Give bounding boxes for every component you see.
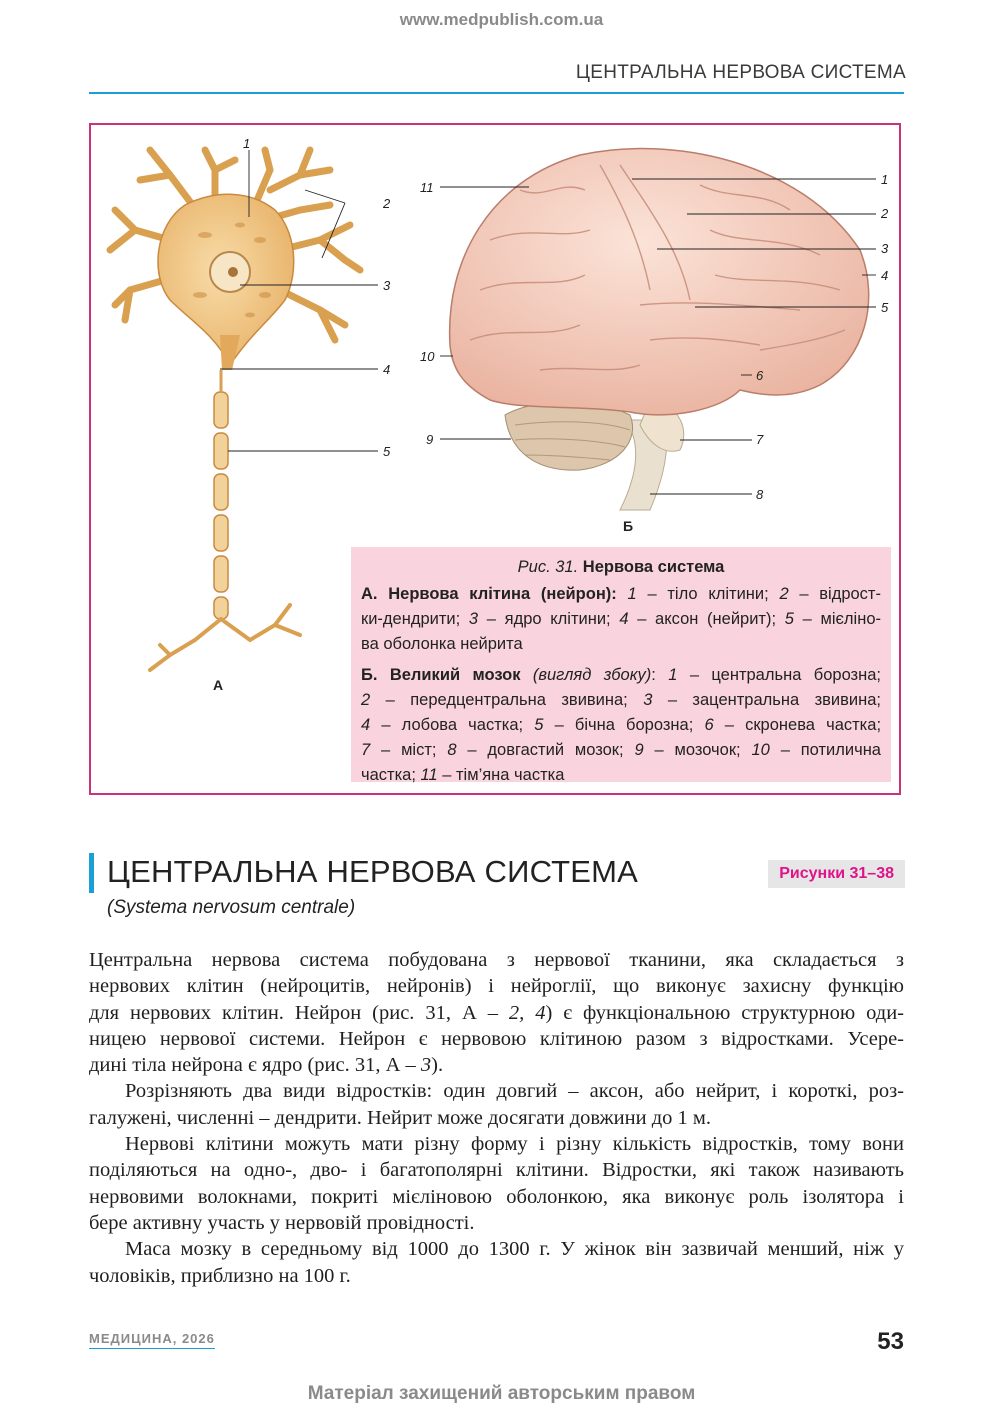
text-run: 5: [784, 610, 794, 628]
panel-letter-a: А: [213, 677, 224, 693]
caption-figure-number: Рис. 31.: [517, 558, 579, 576]
text-run: – потилична: [769, 741, 881, 759]
caption-title: [361, 555, 881, 580]
text-run: Маса мозку в середньому від 1000 до 1300 г. У жінок він зазвичай менший, ніж у: [125, 1238, 904, 1261]
body-line: [89, 1236, 904, 1262]
text-run: 2, 4: [508, 1001, 546, 1024]
brain-label: 9: [426, 432, 434, 447]
caption-part-b: [361, 663, 881, 788]
neuron-label: 5: [383, 444, 391, 459]
text-run: 2: [779, 585, 789, 603]
text-run: Розрізняють два види відростків: один довгий – аксон, або нейрит, і короткі, роз-: [125, 1080, 904, 1103]
text-run: 5: [534, 716, 544, 734]
caption-line: [361, 632, 881, 657]
body-line: [89, 1000, 904, 1026]
brain-cerebrum: [450, 149, 869, 415]
text-run: 4: [361, 716, 371, 734]
brain-label: 11: [420, 180, 434, 195]
caption-line: [361, 738, 881, 763]
text-run: – мієліно-: [793, 610, 881, 628]
brain-label: 8: [756, 487, 764, 502]
text-run: 7: [361, 741, 371, 759]
text-run: – передцентральна звивина;: [370, 691, 644, 709]
caption-figure-title: Нервова система: [582, 558, 725, 576]
text-run: 3: [420, 1054, 432, 1077]
text-run: – центральна борозна;: [677, 666, 881, 684]
text-run: частка;: [361, 766, 421, 784]
neuron-nucleolus: [228, 267, 238, 277]
text-run: – мозочок;: [643, 741, 752, 759]
body-line: [89, 1078, 904, 1104]
body-line: [89, 1105, 904, 1131]
body-line: [89, 1184, 904, 1210]
neuron-myelin-sheath: [214, 392, 228, 619]
page-number: 53: [877, 1328, 904, 1355]
body-line: [89, 1157, 904, 1183]
text-run: [617, 585, 628, 603]
body-text: [89, 947, 904, 1289]
brain-label: 3: [881, 241, 889, 256]
text-run: 1: [627, 585, 637, 603]
body-line: [89, 973, 904, 999]
text-run: Нервові клітини можуть мати різну форму і різну кількість відростків, тому вони: [125, 1133, 904, 1156]
text-run: [520, 666, 532, 684]
text-run: – тім’яна частка: [437, 766, 565, 784]
text-run: 3: [468, 610, 479, 628]
neuron-label: 3: [383, 278, 391, 293]
site-url[interactable]: www.medpublish.com.ua: [399, 10, 604, 29]
text-run: – тіло клітини;: [636, 585, 780, 603]
copyright-notice: Матеріал захищений авторським правом: [307, 1383, 696, 1404]
body-line: [89, 1263, 904, 1289]
neuron-label: 2: [383, 196, 391, 211]
brain-label: 2: [881, 206, 889, 221]
text-run: 1: [668, 666, 678, 684]
brain-label: 6: [756, 368, 764, 383]
panel-letter-b: Б: [623, 518, 634, 534]
caption-line: [361, 763, 881, 788]
text-run: ва оболонка нейрита: [361, 635, 523, 653]
text-run: 9: [634, 741, 644, 759]
section-accent-bar: [89, 853, 94, 893]
text-run: (вигляд збоку): [532, 666, 652, 684]
brain-label: 1: [881, 172, 889, 187]
caption-part-a: [361, 582, 881, 657]
body-line: [89, 947, 904, 973]
text-run: поділяються на одно-, дво- і багатополярні клітини. Відростки, які також називають: [89, 1159, 904, 1182]
text-run: нервовими волокнами, покриті мієліновою оболонкою, яка виконує роль ізолятора і: [89, 1185, 904, 1208]
text-run: – лобова частка;: [370, 716, 535, 734]
section-title: ЦЕНТРАЛЬНА НЕРВОВА СИСТЕМА: [107, 854, 639, 889]
brain-label: 5: [881, 300, 889, 315]
text-run: А. Нервова клітина (нейрон):: [361, 585, 617, 603]
text-run: ) є функціональною структурною оди-: [545, 1001, 904, 1024]
text-run: 4: [619, 610, 629, 628]
brain-label: 4: [881, 268, 889, 283]
text-run: 8: [447, 741, 457, 759]
text-run: 6: [704, 716, 714, 734]
text-run: ).: [431, 1054, 444, 1077]
text-run: – міст;: [370, 741, 448, 759]
text-run: – скронева частка;: [713, 716, 882, 734]
neuron-label: 4: [383, 362, 391, 377]
body-line: [89, 1210, 904, 1236]
text-run: нервових клітин (нейроцитів, нейронів) і нейроглії, що виконує захисну функцію: [89, 975, 904, 998]
text-run: чоловіків, приблизно на 100 г.: [89, 1264, 351, 1287]
brain-illustration: [420, 149, 889, 534]
text-run: :: [651, 666, 669, 684]
text-run: ки-дендрити;: [361, 610, 469, 628]
text-run: – довгастий мозок;: [456, 741, 635, 759]
text-run: 11: [420, 766, 438, 784]
text-run: Б. Великий мозок: [361, 666, 521, 684]
figures-reference-badge[interactable]: Рисунки 31–38: [768, 860, 905, 888]
text-run: 2: [361, 691, 371, 709]
text-run: бере активну участь у нервовій провідності.: [89, 1211, 475, 1234]
text-run: – ядро клітини;: [478, 610, 620, 628]
body-line: [89, 1026, 904, 1052]
caption-line: [361, 582, 881, 607]
brain-label: 10: [420, 349, 435, 364]
caption-line: [361, 607, 881, 632]
caption-line: [361, 713, 881, 738]
body-line: [89, 1131, 904, 1157]
body-line: [89, 1052, 904, 1078]
running-head: ЦЕНТРАЛЬНА НЕРВОВА СИСТЕМА: [575, 62, 906, 83]
text-run: – відрост-: [788, 585, 881, 603]
text-run: – зацентральна звивина;: [652, 691, 881, 709]
neuron-illustration: [110, 136, 391, 693]
caption-line: [361, 663, 881, 688]
text-run: ницею нервової системи. Нейрон є нервовою клітиною разом з відростками. Усере-: [89, 1027, 904, 1050]
brain-label: 7: [756, 432, 764, 447]
footer-publisher: МЕДИЦИНА, 2026: [89, 1331, 215, 1349]
brain-cerebellum: [505, 402, 633, 470]
caption-line: [361, 688, 881, 713]
text-run: – бічна борозна;: [543, 716, 705, 734]
section-latin-title: (Systema nervosum centrale): [107, 897, 356, 918]
text-run: Центральна нервова система побудована з нервової тканини, яка складається з: [89, 949, 904, 971]
text-run: 10: [751, 741, 770, 759]
text-run: для нервових клітин. Нейрон (рис. 31, А –: [89, 1001, 509, 1024]
figure-caption: [351, 547, 891, 782]
text-run: – аксон (нейрит);: [628, 610, 785, 628]
text-run: 3: [643, 691, 653, 709]
text-run: дині тіла нейрона є ядро (рис. 31, А –: [89, 1054, 421, 1077]
text-run: галужені, численні – дендрити. Нейрит може досягати довжини до 1 м.: [89, 1106, 711, 1129]
neuron-label: 1: [243, 136, 251, 151]
